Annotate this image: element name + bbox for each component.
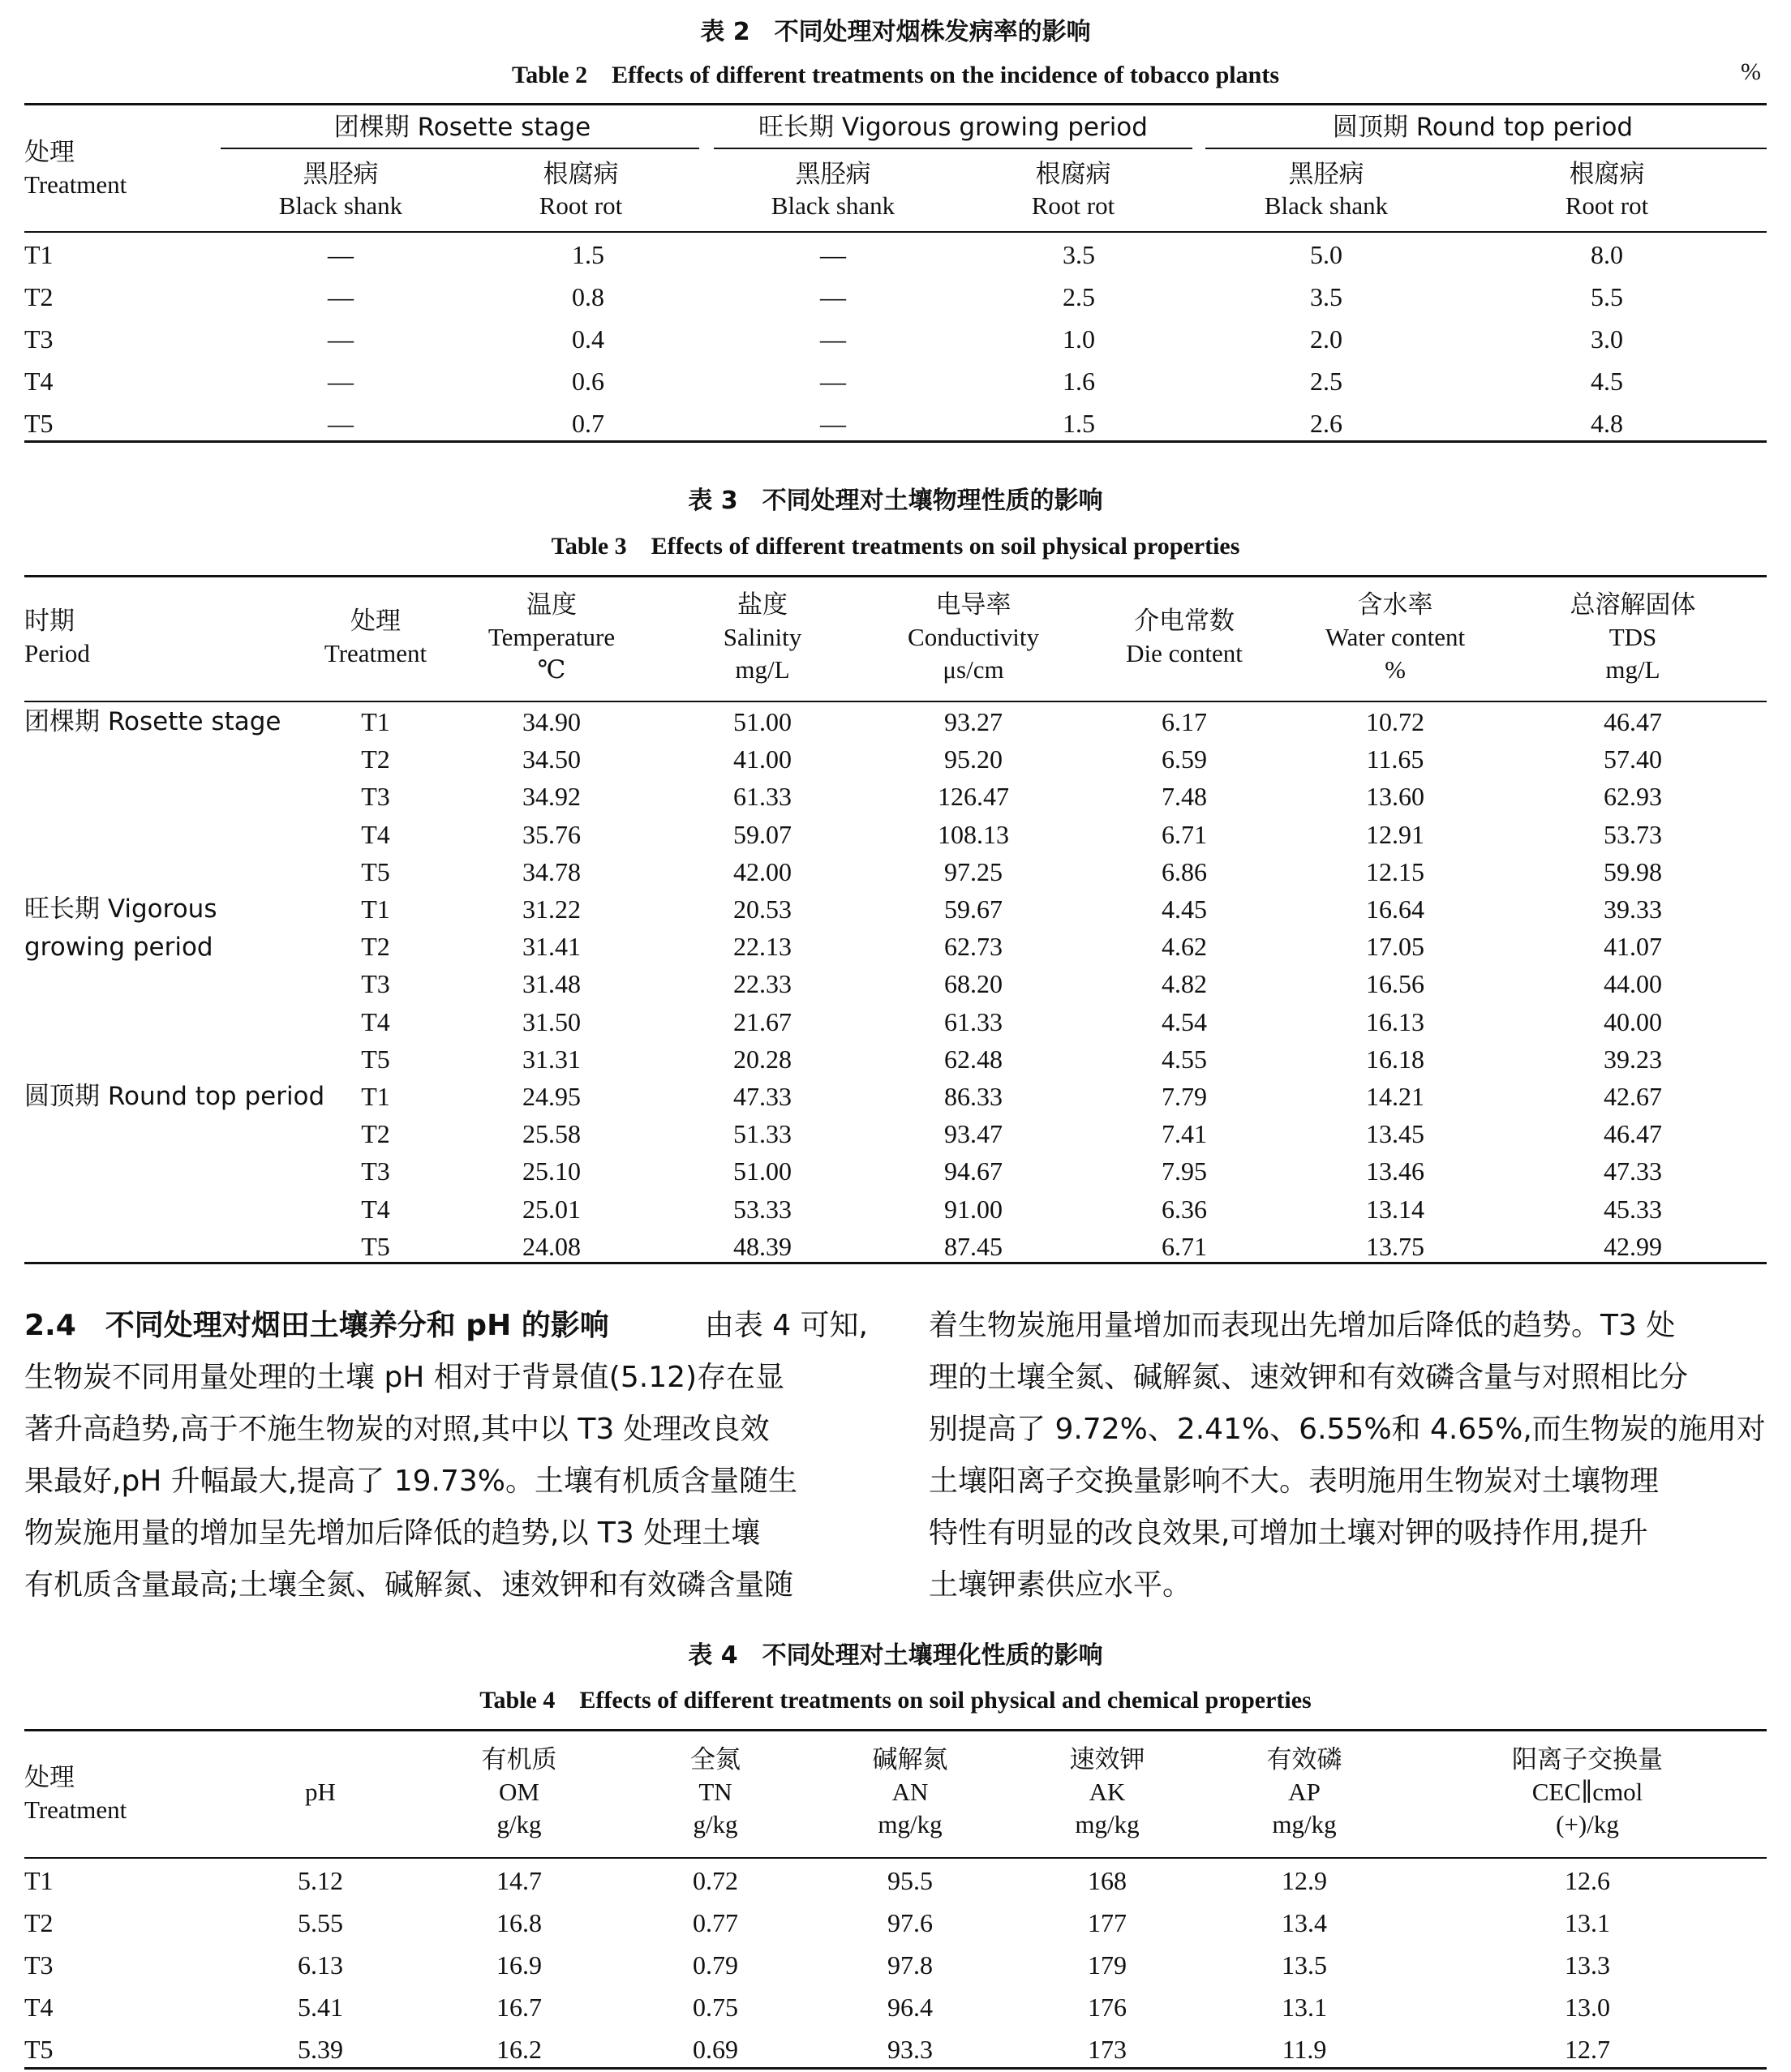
table-3-cell: 4.55 <box>1162 1044 1207 1074</box>
section-heading: 2.4 不同处理对烟田土壤养分和 pH 的影响 <box>24 1309 609 1342</box>
table-3-header-6-line-1: Water content <box>1325 623 1466 651</box>
table-3-cell: 42.99 <box>1604 1231 1662 1261</box>
table-3-cell: 4.82 <box>1162 969 1207 999</box>
table-3-cell: 39.33 <box>1604 894 1662 924</box>
table-3-cell: 126.47 <box>938 782 1009 812</box>
table-3-row-label: T4 <box>361 819 390 849</box>
table-3-cell: 10.72 <box>1366 707 1424 736</box>
table-2-title-zh: 表 2 不同处理对烟株发病率的影响 <box>700 18 1091 46</box>
table-3-cell: 93.27 <box>944 707 1003 736</box>
table-4-cell: 6.13 <box>298 1950 343 1980</box>
table-4-header-0-line-1: Treatment <box>24 1795 127 1824</box>
table-3-header-2-line-0: 温度 <box>526 590 577 620</box>
table-3-cell: 11.65 <box>1366 744 1424 774</box>
table-4-cell: 0.75 <box>693 1993 738 2022</box>
table-3-cell: 48.39 <box>733 1231 792 1261</box>
table-4-title-zh: 表 4 不同处理对土壤理化性质的影响 <box>688 1641 1103 1670</box>
table-3-cell: 6.86 <box>1162 856 1207 886</box>
table-4-cell: 0.72 <box>693 1866 738 1895</box>
table-4-cell: 179 <box>1088 1950 1127 1980</box>
table-2-cell: 5.0 <box>1310 240 1342 269</box>
table-2-row-label: T1 <box>24 240 54 269</box>
table-3-cell: 68.20 <box>944 969 1003 999</box>
table-4-cell: 173 <box>1088 2035 1127 2064</box>
table-3-cell: 95.20 <box>944 744 1003 774</box>
table-3-cell: 91.00 <box>944 1194 1003 1224</box>
table-3-cell: 41.07 <box>1604 932 1662 962</box>
table-2-cell: 1.6 <box>1063 367 1095 396</box>
table-2-cell: — <box>820 282 846 311</box>
table-4-header-2-line-1: OM <box>499 1778 539 1806</box>
table-3-cell: 62.48 <box>944 1044 1003 1074</box>
table-3-cell: 62.93 <box>1604 782 1662 812</box>
table-3-cell: 86.33 <box>944 1082 1003 1111</box>
table-4-header-7-line-1: CEC∥cmol <box>1531 1778 1643 1806</box>
table-2-cell: — <box>820 240 846 269</box>
table-3-header-4-line-1: Conductivity <box>908 623 1039 651</box>
paragraph-line: 土壤阳离子交换量影响不大。表明施用生物炭对土壤物理 <box>929 1465 1660 1498</box>
table-2-bottom-rule <box>24 440 1767 443</box>
table-3-row-label: T3 <box>361 1156 390 1186</box>
table-3-cell: 34.92 <box>522 782 581 812</box>
table-4-top-rule <box>24 1729 1767 1731</box>
table-3-cell: 25.01 <box>522 1194 581 1224</box>
table-3-cell: 12.15 <box>1366 856 1424 886</box>
paragraph-line: 物炭施用量的增加呈先增加后降低的趋势,以 T3 处理土壤 <box>24 1516 761 1550</box>
table-3-cell: 62.73 <box>944 932 1003 962</box>
table-3-period-vigorous-cont: growing period <box>24 933 213 962</box>
table-3-row-label: T5 <box>361 1231 390 1261</box>
table-4-header-6-line-0: 有效磷 <box>1266 1745 1342 1774</box>
table-2-cell: 0.4 <box>572 324 604 354</box>
table-3-row-label: T1 <box>361 894 390 924</box>
table-4-header-0-line-0: 处理 <box>24 1763 75 1792</box>
table-2-cell: 0.6 <box>572 367 604 396</box>
table-3-header-2-line-2: ℃ <box>537 655 566 684</box>
table-3-cell: 13.46 <box>1366 1156 1424 1186</box>
table-2-cell: 2.5 <box>1310 367 1342 396</box>
table-3-cell: 35.76 <box>522 819 581 849</box>
table-3-header-3-line-1: Salinity <box>723 623 802 651</box>
table-2-cell: 3.0 <box>1591 324 1623 354</box>
table-3-cell: 4.45 <box>1162 894 1207 924</box>
table-4-cell: 13.1 <box>1282 1993 1327 2022</box>
table-3-header-3-line-2: mg/L <box>735 655 790 684</box>
table-4-cell: 97.8 <box>887 1950 933 1980</box>
table-4-cell: 5.55 <box>298 1908 343 1937</box>
table-2-cell: — <box>820 367 846 396</box>
paragraph-line: 特性有明显的改良效果,可增加土壤对钾的吸持作用,提升 <box>929 1516 1648 1550</box>
table-2-cell: 0.8 <box>572 282 604 311</box>
table-3-cell: 12.91 <box>1366 819 1424 849</box>
table-3-cell: 108.13 <box>938 819 1009 849</box>
table-3-cell: 31.22 <box>522 894 581 924</box>
table-2-cell: 8.0 <box>1591 240 1623 269</box>
section-lead-text: 由表 4 可知, <box>704 1309 868 1342</box>
table-4-header-7-line-2: (+)/kg <box>1556 1810 1619 1838</box>
table-2-col-black-shank-zh: 黑胫病 <box>795 160 871 189</box>
table-3-header-7-line-1: TDS <box>1608 623 1657 651</box>
table-2-stage-rule-3 <box>1205 148 1767 149</box>
table-3-cell: 59.67 <box>944 894 1003 924</box>
table-3-header-6-line-2: % <box>1385 655 1406 684</box>
table-3-cell: 31.31 <box>522 1044 581 1074</box>
table-4-row-label: T2 <box>24 1908 54 1937</box>
paragraph-line: 别提高了 9.72%、2.41%、6.55%和 4.65%,而生物炭的施用对 <box>929 1413 1766 1446</box>
table-3-cell: 6.17 <box>1162 707 1207 736</box>
table-4-cell: 96.4 <box>887 1993 933 2022</box>
table-3-cell: 31.41 <box>522 932 581 962</box>
table-2-stage-rule-2 <box>714 148 1192 149</box>
table-3-row-label: T2 <box>361 744 390 774</box>
table-2-stage-rosette: 团棵期 Rosette stage <box>333 113 591 142</box>
table-4-header-2-line-2: g/kg <box>496 1810 542 1838</box>
paragraph-line: 著升高趋势,高于不施生物炭的对照,其中以 T3 处理改良效 <box>24 1413 770 1446</box>
table-2-col-root-rot-en: Root rot <box>1031 191 1115 220</box>
paragraph-line: 土壤钾素供应水平。 <box>929 1568 1192 1602</box>
table-3-cell: 47.33 <box>733 1082 792 1111</box>
table-2-cell: 1.0 <box>1063 324 1095 354</box>
table-3-cell: 97.25 <box>944 856 1003 886</box>
table-2-cell: — <box>328 324 354 354</box>
table-3-cell: 20.28 <box>733 1044 792 1074</box>
table-3-cell: 53.33 <box>733 1194 792 1224</box>
table-4-cell: 13.5 <box>1282 1950 1327 1980</box>
table-3-cell: 7.48 <box>1162 782 1207 812</box>
table-3-header-6-line-0: 含水率 <box>1357 590 1433 620</box>
paragraph-line: 果最好,pH 升幅最大,提高了 19.73%。土壤有机质含量随生 <box>24 1465 797 1498</box>
table-3-cell: 16.56 <box>1366 969 1424 999</box>
table-3-cell: 25.58 <box>522 1119 581 1149</box>
table-2-cell: 1.5 <box>572 240 604 269</box>
table-4-cell: 93.3 <box>887 2035 933 2064</box>
table-4-cell: 16.9 <box>496 1950 542 1980</box>
table-3-cell: 31.48 <box>522 969 581 999</box>
table-2-cell: — <box>820 324 846 354</box>
table-3-cell: 46.47 <box>1604 1119 1662 1149</box>
table-3-cell: 51.33 <box>733 1119 792 1149</box>
table-3-cell: 24.08 <box>522 1231 581 1261</box>
table-3-header-4-line-2: μs/cm <box>943 655 1004 684</box>
table-3-cell: 39.23 <box>1604 1044 1662 1074</box>
table-3-row-label: T3 <box>361 969 390 999</box>
table-4-title-en: Table 4 Effects of different treatments on soil physical and chemical properties <box>479 1687 1312 1714</box>
table-3-cell: 51.00 <box>733 1156 792 1186</box>
table-3-header-0-line-0: 时期 <box>24 607 75 636</box>
table-2-cell: — <box>328 240 354 269</box>
table-4-bottom-rule <box>24 2067 1767 2070</box>
table-4-cell: 95.5 <box>887 1866 933 1895</box>
table-4-cell: 13.1 <box>1565 1908 1610 1937</box>
table-3-cell: 42.67 <box>1604 1082 1662 1111</box>
table-3-cell: 46.47 <box>1604 707 1662 736</box>
table-4-cell: 0.69 <box>693 2035 738 2064</box>
table-4-cell: 176 <box>1088 1993 1127 2022</box>
table-2-stage-vigorous: 旺长期 Vigorous growing period <box>758 113 1148 142</box>
table-3-header-1-line-1: Treatment <box>324 639 427 667</box>
table-3-cell: 7.95 <box>1162 1156 1207 1186</box>
table-3-period-vigorous: 旺长期 Vigorous <box>24 894 217 924</box>
table-3-row-label: T4 <box>361 1194 390 1224</box>
table-3-cell: 6.36 <box>1162 1194 1207 1224</box>
table-3-cell: 16.64 <box>1366 894 1424 924</box>
table-2-cell: — <box>328 409 354 438</box>
table-3-cell: 40.00 <box>1604 1006 1662 1036</box>
table-4-cell: 5.39 <box>298 2035 343 2064</box>
table-4-cell: 13.3 <box>1565 1950 1610 1980</box>
table-3-row-label: T2 <box>361 1119 390 1149</box>
table-3-cell: 16.18 <box>1366 1044 1424 1074</box>
table-3-header-0-line-1: Period <box>24 639 90 667</box>
table-3-cell: 41.00 <box>733 744 792 774</box>
table-4-header-5-line-0: 速效钾 <box>1069 1745 1145 1774</box>
table-3-cell: 13.45 <box>1366 1119 1424 1149</box>
table-3-cell: 20.53 <box>733 894 792 924</box>
table-4-cell: 168 <box>1088 1866 1127 1895</box>
paragraph-line: 有机质含量最高;土壤全氮、碱解氮、速效钾和有效磷含量随 <box>24 1568 794 1602</box>
table-3-cell: 14.21 <box>1366 1082 1424 1111</box>
table-4-cell: 16.7 <box>496 1993 542 2022</box>
table-2-stage-round-top: 圆顶期 Round top period <box>1332 113 1634 142</box>
table-3-bottom-rule <box>24 1262 1767 1264</box>
table-3-cell: 57.40 <box>1604 744 1662 774</box>
table-3-row-label: T4 <box>361 1006 390 1036</box>
table-3-header-7-line-2: mg/L <box>1605 655 1660 684</box>
table-4-header-3-line-2: g/kg <box>693 1810 738 1838</box>
table-4-cell: 5.12 <box>298 1866 343 1895</box>
table-3-cell: 13.60 <box>1366 782 1424 812</box>
table-4-cell: 97.6 <box>887 1908 933 1937</box>
table-4-header-5-line-2: mg/kg <box>1075 1810 1140 1838</box>
table-4-header-7-line-0: 阳离子交换量 <box>1512 1745 1663 1774</box>
table-3-cell: 34.78 <box>522 856 581 886</box>
table-4-header-rule <box>24 1857 1767 1859</box>
table-3-period-round-top: 圆顶期 Round top period <box>24 1082 325 1111</box>
table-2-title-en: Table 2 Effects of different treatments on the incidence of tobacco plants <box>512 62 1279 88</box>
table-2-row-label: T2 <box>24 282 54 311</box>
table-4-cell: 12.6 <box>1565 1866 1610 1895</box>
table-3-cell: 4.62 <box>1162 932 1207 962</box>
table-4-row-label: T1 <box>24 1866 54 1895</box>
table-3-cell: 51.00 <box>733 707 792 736</box>
table-2-cell: 4.8 <box>1591 409 1623 438</box>
table-3-cell: 7.79 <box>1162 1082 1207 1111</box>
table-3-title-en: Table 3 Effects of different treatments on soil physical properties <box>551 533 1240 560</box>
table-3-row-label: T3 <box>361 782 390 812</box>
table-2-col-black-shank-en: Black shank <box>1264 191 1389 220</box>
table-3-header-rule <box>24 701 1767 702</box>
table-2-cell: 4.5 <box>1591 367 1623 396</box>
table-4-cell: 16.2 <box>496 2035 542 2064</box>
table-3-cell: 13.14 <box>1366 1194 1424 1224</box>
table-3-row-label: T1 <box>361 1082 390 1111</box>
table-3-cell: 6.59 <box>1162 744 1207 774</box>
table-2-col-root-rot-zh: 根腐病 <box>1035 160 1111 189</box>
table-3-cell: 61.33 <box>733 782 792 812</box>
table-3-cell: 42.00 <box>733 856 792 886</box>
table-2-col-root-rot-zh: 根腐病 <box>1569 160 1645 189</box>
table-3-cell: 93.47 <box>944 1119 1003 1149</box>
table-3-cell: 31.50 <box>522 1006 581 1036</box>
table-3-cell: 24.95 <box>522 1082 581 1111</box>
table-4-cell: 0.79 <box>693 1950 738 1980</box>
table-3-cell: 6.71 <box>1162 819 1207 849</box>
table-4-header-4-line-0: 碱解氮 <box>872 1745 948 1774</box>
table-3-cell: 61.33 <box>944 1006 1003 1036</box>
table-2-unit: % <box>1741 58 1761 85</box>
table-2-col-root-rot-zh: 根腐病 <box>543 160 619 189</box>
table-4-cell: 177 <box>1088 1908 1127 1937</box>
table-2-top-rule <box>24 103 1767 105</box>
table-4-header-6-line-2: mg/kg <box>1272 1810 1337 1838</box>
table-4-row-label: T3 <box>24 1950 54 1980</box>
table-3-header-5-line-0: 介电常数 <box>1134 607 1235 636</box>
table-3-top-rule <box>24 575 1767 577</box>
table-3-cell: 22.33 <box>733 969 792 999</box>
table-4-header-4-line-2: mg/kg <box>878 1810 943 1838</box>
table-3-cell: 22.13 <box>733 932 792 962</box>
table-3-cell: 44.00 <box>1604 969 1662 999</box>
table-3-row-label: T5 <box>361 856 390 886</box>
paragraph-line: 生物炭不同用量处理的土壤 pH 相对于背景值(5.12)存在显 <box>24 1361 785 1394</box>
table-3-cell: 34.90 <box>522 707 581 736</box>
table-2-cell: 2.0 <box>1310 324 1342 354</box>
table-4-header-5-line-1: AK <box>1089 1778 1126 1806</box>
table-2-cell: — <box>328 367 354 396</box>
paragraph-line: 着生物炭施用量增加而表现出先增加后降低的趋势。T3 处 <box>929 1309 1676 1342</box>
table-4-cell: 13.0 <box>1565 1993 1610 2022</box>
table-4-header-1-line-0: pH <box>305 1778 336 1806</box>
table-4-cell: 5.41 <box>298 1993 343 2022</box>
table-3-header-3-line-0: 盐度 <box>737 590 788 620</box>
table-3-cell: 87.45 <box>944 1231 1003 1261</box>
table-2-cell: — <box>820 409 846 438</box>
table-2-cell: 2.6 <box>1310 409 1342 438</box>
table-3-cell: 21.67 <box>733 1006 792 1036</box>
table-2-cell: 3.5 <box>1063 240 1095 269</box>
table-2-stage-rule-1 <box>221 148 699 149</box>
table-3-header-2-line-1: Temperature <box>487 623 616 651</box>
table-3-cell: 59.07 <box>733 819 792 849</box>
table-2-cell: 3.5 <box>1310 282 1342 311</box>
table-2-col-root-rot-en: Root rot <box>1565 191 1649 220</box>
table-4-cell: 16.8 <box>496 1908 542 1937</box>
paragraph-line: 理的土壤全氮、碱解氮、速效钾和有效磷含量与对照相比分 <box>929 1361 1689 1394</box>
table-3-title-zh: 表 3 不同处理对土壤物理性质的影响 <box>688 487 1103 515</box>
table-2-col-black-shank-en: Black shank <box>771 191 896 220</box>
table-4-cell: 13.4 <box>1282 1908 1327 1937</box>
table-3-cell: 4.54 <box>1162 1006 1207 1036</box>
table-2-row-label: T3 <box>24 324 54 354</box>
table-4-header-2-line-0: 有机质 <box>481 1745 557 1774</box>
table-2-header-treatment-en: Treatment <box>24 170 127 199</box>
table-3-header-1-line-0: 处理 <box>350 607 401 636</box>
table-3-cell: 16.13 <box>1366 1006 1424 1036</box>
table-4-row-label: T5 <box>24 2035 54 2064</box>
table-3-cell: 25.10 <box>522 1156 581 1186</box>
table-2-col-black-shank-en: Black shank <box>278 191 403 220</box>
table-2-cell: 1.5 <box>1063 409 1095 438</box>
table-2-row-label: T5 <box>24 409 54 438</box>
table-3-cell: 7.41 <box>1162 1119 1207 1149</box>
table-2-header-rule <box>24 231 1767 233</box>
table-4-cell: 0.77 <box>693 1908 738 1937</box>
table-4-cell: 14.7 <box>496 1866 542 1895</box>
table-3-header-4-line-0: 电导率 <box>935 590 1011 620</box>
table-2-cell: 5.5 <box>1591 282 1623 311</box>
table-4-header-3-line-1: TN <box>698 1778 732 1806</box>
table-4-row-label: T4 <box>24 1993 54 2022</box>
table-3-row-label: T2 <box>361 932 390 962</box>
table-3-cell: 13.75 <box>1366 1231 1424 1261</box>
table-2-col-black-shank-zh: 黑胫病 <box>303 160 379 189</box>
table-2-cell: 0.7 <box>572 409 604 438</box>
table-3-cell: 45.33 <box>1604 1194 1662 1224</box>
table-4-header-3-line-0: 全氮 <box>690 1745 741 1774</box>
table-3-period-rosette: 团棵期 Rosette stage <box>24 707 281 736</box>
section-2-4-col-1 <box>24 1300 868 1611</box>
table-2-row-label: T4 <box>24 367 54 396</box>
table-4-cell: 12.9 <box>1282 1866 1327 1895</box>
table-3-cell: 94.67 <box>944 1156 1003 1186</box>
section-2-4-col-2 <box>929 1300 1772 1611</box>
table-3-row-label: T1 <box>361 707 390 736</box>
table-2-cell: 2.5 <box>1063 282 1095 311</box>
table-3-cell: 59.98 <box>1604 856 1662 886</box>
table-3-row-label: T5 <box>361 1044 390 1074</box>
table-3-cell: 6.71 <box>1162 1231 1207 1261</box>
table-4-cell: 11.9 <box>1282 2035 1327 2064</box>
table-2-header-treatment-zh: 处理 <box>24 138 75 167</box>
table-3-cell: 34.50 <box>522 744 581 774</box>
table-2-col-black-shank-zh: 黑胫病 <box>1288 160 1364 189</box>
table-2-col-root-rot-en: Root rot <box>539 191 623 220</box>
table-3-cell: 47.33 <box>1604 1156 1662 1186</box>
table-3-cell: 17.05 <box>1366 932 1424 962</box>
table-4-cell: 12.7 <box>1565 2035 1610 2064</box>
table-3-header-5-line-1: Die content <box>1126 639 1243 667</box>
table-2-cell: — <box>328 282 354 311</box>
table-4-header-6-line-1: AP <box>1288 1778 1321 1806</box>
table-4-header-4-line-1: AN <box>891 1778 929 1806</box>
table-3-header-7-line-0: 总溶解固体 <box>1570 590 1696 620</box>
table-3-cell: 53.73 <box>1604 819 1662 849</box>
